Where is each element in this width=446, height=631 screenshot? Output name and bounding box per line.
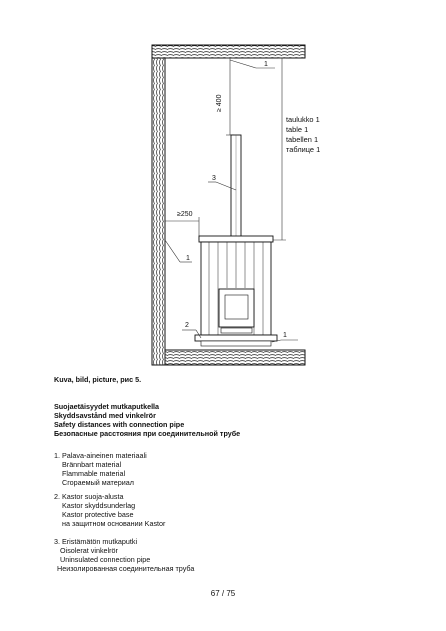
legend-1-line-3: Сгораемый материал (62, 478, 134, 487)
legend-3-line-2: Uninsulated connection pipe (60, 555, 151, 564)
legend-2-line-3: на защитном основании Kastor (62, 519, 166, 528)
dim-250-label: ≥250 (177, 211, 193, 218)
heading-line-2: Safety distances with connection pipe (54, 420, 185, 429)
label-1-left: 1 (186, 255, 190, 262)
legend-3-line-3: Неизолированная соединительная труба (57, 564, 195, 573)
page-number: 67 / 75 (210, 589, 236, 598)
heading-line-0: Suojaetäisyydet mutkaputkella (54, 402, 160, 411)
floor (165, 350, 305, 365)
label-3: 3 (212, 175, 216, 182)
ceiling-wall (152, 45, 305, 58)
stove-top (199, 236, 273, 242)
label-2: 2 (185, 322, 189, 329)
left-wall (152, 58, 165, 365)
note-line-3: таблице 1 (286, 145, 321, 154)
note-line-1: table 1 (286, 125, 309, 134)
heading-line-3: Безопасные расстояния при соединительной трубе (54, 429, 241, 438)
legend-2-line-1: Kastor skyddsunderlag (62, 501, 136, 510)
note-line-2: tabellen 1 (286, 135, 319, 144)
heading-line-1: Skyddsavstånd med vinkelrör (54, 411, 156, 420)
note-line-0: taulukko 1 (286, 115, 320, 124)
legend-2-line-2: Kastor protective base (62, 510, 134, 519)
legend-2-line-0: 2. Kastor suoja-alusta (54, 492, 124, 501)
figure-caption: Kuva, bild, picture, рис 5. (54, 375, 142, 384)
legend-3-line-1: Oisolerat vinkelrör (60, 546, 118, 555)
legend-1-line-0: 1. Palava-aineinen materiaali (54, 451, 147, 460)
dim-400-label: ≥ 400 (216, 94, 223, 112)
legend-1-line-1: Brännbart material (62, 460, 122, 469)
label-1-bottom: 1 (283, 332, 287, 339)
protective-base (195, 335, 277, 341)
legend-1-line-2: Flammable material (62, 469, 126, 478)
label-1-top: 1 (264, 61, 268, 68)
legend-3-line-0: 3. Eristämätön mutkaputki (54, 537, 138, 546)
